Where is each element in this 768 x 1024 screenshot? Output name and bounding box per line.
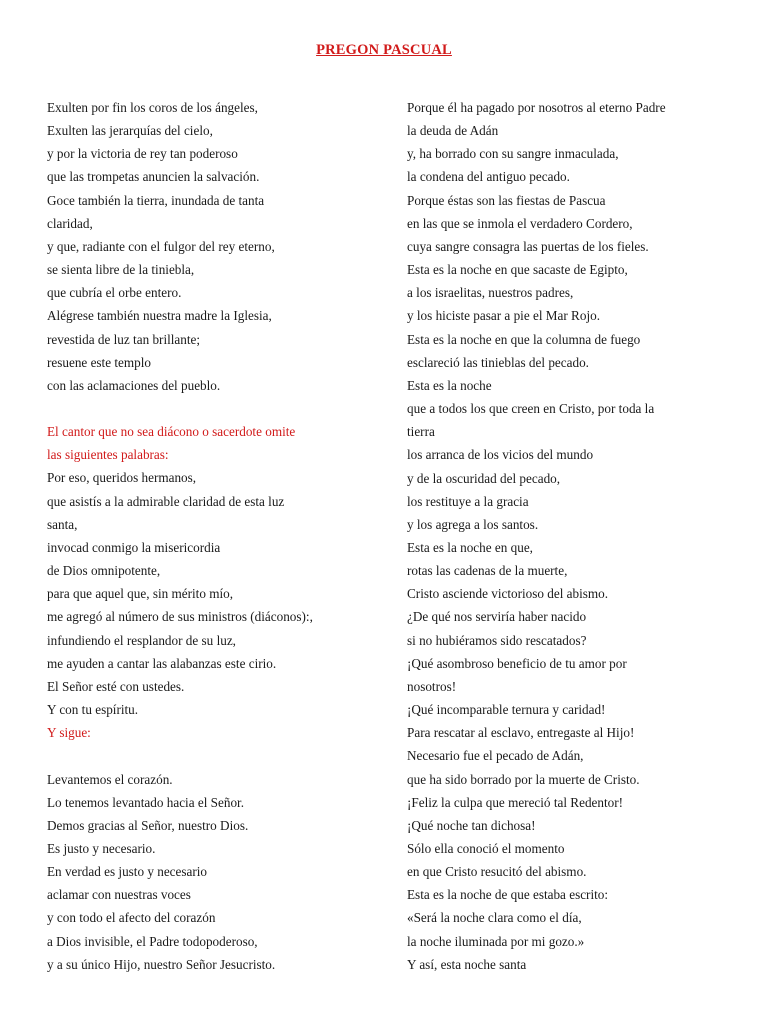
text-line: resuene este templo [47,354,151,370]
text-line: y los agrega a los santos. [407,516,539,532]
text-line: y, ha borrado con su sangre inmaculada, [407,146,619,162]
text-line: Exulten las jerarquías del cielo, [47,123,213,139]
text-line: Esta es la noche en que sacaste de Egipto, [407,262,628,278]
text-line: Porque él ha pagado por nosotros al eterno Padre [407,100,666,115]
text-line: ¡Qué incomparable ternura y caridad! [407,702,606,718]
text-line: Cristo asciende victorioso del abismo. [407,586,609,602]
text-line: Esta es la noche en que la columna de fuego [407,331,641,347]
text-line: con las aclamaciones del pueblo. [47,377,221,393]
text-line: en que Cristo resucitó del abismo. [407,864,587,880]
text-line: tierra [407,424,435,440]
text-line: Necesario fue el pecado de Adán, [407,748,584,764]
text-line: que asistís a la admirable claridad de esta luz [47,493,285,509]
text-line: de Dios omnipotente, [47,563,161,579]
text-line: Porque éstas son las fiestas de Pascua [407,192,606,208]
text-line: Es justo y necesario. [47,840,156,856]
text-line: ¡Qué asombroso beneficio de tu amor por [407,655,627,671]
text-line: me agregó al número de sus ministros (diáconos):, [47,609,313,625]
text-line: Y con tu espíritu. [47,702,139,718]
text-line: y por la victoria de rey tan poderoso [47,146,238,162]
text-line: Esta es la noche de que estaba escrito: [407,887,609,903]
rubric-line: las siguientes palabras: [47,447,169,463]
text-line: y con todo el afecto del corazón [47,910,216,926]
text-line: que cubría el orbe entero. [47,285,182,301]
text-line: que ha sido borrado por la muerte de Cristo. [407,771,640,787]
text-line: El Señor esté con ustedes. [47,678,185,694]
text-line: Sólo ella conoció el momento [407,841,565,856]
text-line: Exulten por fin los coros de los ángeles, [47,100,258,115]
text-line: rotas las cadenas de la muerte, [407,563,568,579]
text-line: Goce también la tierra, inundada de tanta [47,192,265,208]
text-line: cuya sangre consagra las puertas de los fieles. [407,238,649,254]
left-column [47,96,365,976]
text-line: me ayuden a cantar las alabanzas este cirio. [47,655,277,671]
text-line: a Dios invisible, el Padre todopoderoso, [47,933,258,949]
rubric-line: El cantor que no sea diácono o sacerdote omite [47,424,296,440]
text-line: para que aquel que, sin mérito mío, [47,586,234,602]
text-line: que las trompetas anuncien la salvación. [47,169,260,185]
text-line: En verdad es justo y necesario [47,864,208,880]
text-line: Y así, esta noche santa [407,956,527,972]
text-line: que a todos los que creen en Cristo, por toda la [407,401,655,417]
text-line: nosotros! [407,678,457,694]
text-line: la noche iluminada por mi gozo.» [407,933,585,949]
text-line: revestida de luz tan brillante; [47,331,201,347]
rubric-line: Y sigue: [47,725,91,741]
text-line: ¡Feliz la culpa que mereció tal Redentor! [407,794,624,810]
text-line: y de la oscuridad del pecado, [407,470,561,486]
text-line: se sienta libre de la tiniebla, [47,262,195,278]
text-line: la deuda de Adán [407,123,499,139]
text-line: y que, radiante con el fulgor del rey eterno, [47,238,275,254]
text-line: Alégrese también nuestra madre la Iglesia, [47,308,272,324]
text-line: y a su único Hijo, nuestro Señor Jesucristo. [47,956,276,972]
blank-line [47,744,365,767]
right-column [407,96,725,976]
text-line: los arranca de los vicios del mundo [407,447,594,463]
text-line: en las que se inmola el verdadero Cordero, [407,215,633,231]
text-line: aclamar con nuestras voces [47,887,191,903]
page-title: PREGON PASCUAL [316,42,452,58]
text-line: Lo tenemos levantado hacia el Señor. [47,794,245,810]
text-line: santa, [47,516,78,532]
text-line: a los israelitas, nuestros padres, [407,285,574,301]
blank-line [47,397,365,420]
text-line: Levantemos el corazón. [47,771,173,787]
text-line: la condena del antiguo pecado. [407,169,570,185]
text-line: ¡Qué noche tan dichosa! [407,817,536,833]
text-line: y los hiciste pasar a pie el Mar Rojo. [407,308,601,324]
text-line: infundiendo el resplandor de su luz, [47,632,236,648]
text-line: Demos gracias al Señor, nuestro Dios. [47,817,249,833]
text-line: Esta es la noche [407,377,492,393]
text-line: si no hubiéramos sido rescatados? [407,632,587,648]
text-line: esclareció las tinieblas del pecado. [407,354,589,370]
text-line: Para rescatar al esclavo, entregaste al Hijo! [407,725,635,741]
text-line: Por eso, queridos hermanos, [47,470,197,486]
text-line: ¿De qué nos serviría haber nacido [407,609,587,625]
text-line: los restituye a la gracia [407,493,529,509]
text-line: «Será la noche clara como el día, [407,910,582,926]
text-line: claridad, [47,215,93,231]
text-line: Esta es la noche en que, [407,539,533,555]
text-line: invocad conmigo la misericordia [47,539,221,555]
